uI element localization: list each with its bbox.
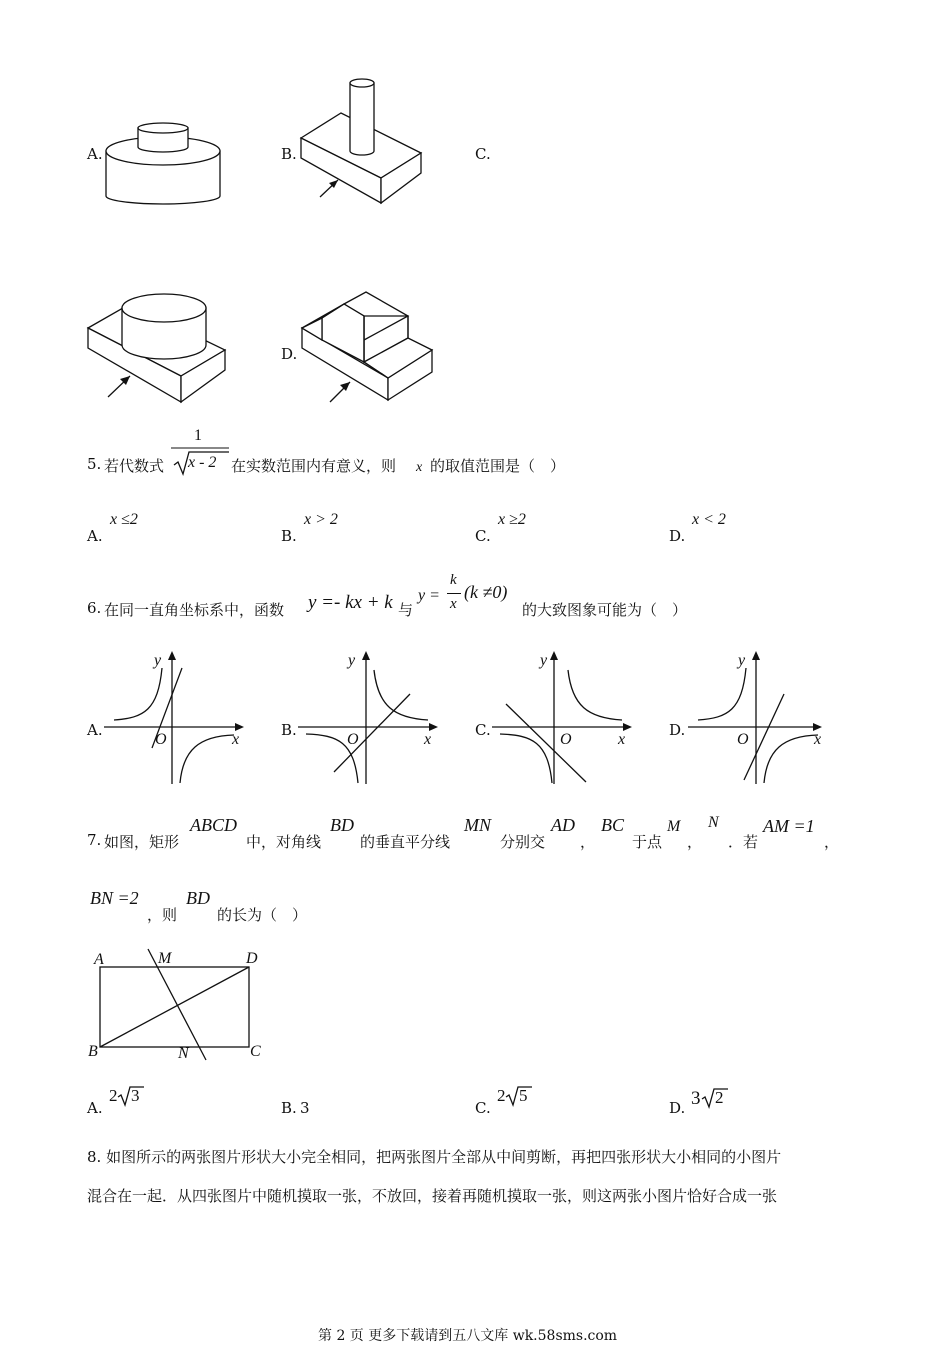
q6-option-d-label: D. [669,721,686,739]
q6-text-after: 的大致图象可能为（ ） [522,601,688,619]
q4-option-d-label: D. [281,345,298,363]
q7-am: AM =1 [763,816,815,836]
q6-c-axis-y: y [540,652,548,669]
q6-text-before: 在同一直角坐标系中，函数 [104,601,285,619]
q6-c-origin: O [560,731,572,748]
q7-text-7: ， [687,833,703,851]
q5-text-mid: 在实数范围内有意义，则 [231,457,397,475]
q8-line-1: 8. 如图所示的两张图片形状大小完全相同，把两张图片全部从中间剪断，再把四张形状大小相同的小图片 [87,1148,782,1166]
q6-text-mid: 与 [398,601,414,619]
q4-option-c-label: C. [475,145,491,163]
q6-d-origin: O [737,731,749,748]
q6-func2-lhs: y = [418,587,440,604]
q7-label-a: A [94,951,104,968]
q5-text-before: 若代数式 [104,457,165,475]
q6-graph-c [492,648,637,788]
q7-text-6: 于点 [632,833,663,851]
q6-b-origin: O [347,731,359,748]
q5-option-b-label: B. [281,527,297,545]
page-footer: 第 2 页 更多下载请到五八文库 wk.58sms.com [318,1328,618,1344]
q6-a-axis-x: x [232,731,240,748]
q4-option-b-label: B. [281,145,297,163]
q7-option-d-label: D. [669,1099,686,1117]
q4-option-a-label: A. [87,145,103,163]
q7-text-10: ，则 [147,906,178,924]
q6-func2-numerator: k [450,572,457,588]
q5-text-after: 的取值范围是（ ） [430,457,566,475]
q7-text-5: ， [580,833,596,851]
q7-label-n: N [178,1045,189,1062]
q6-option-a-label: A. [87,721,103,739]
q6-graph-a [104,648,249,788]
q6-number: 6. [87,599,102,617]
q6-func2-denominator: x [450,596,457,612]
q7-label-m: M [158,950,172,967]
q6-a-origin: O [155,731,167,748]
q7-rectangle-figure [86,946,276,1066]
q4-figure-d [298,288,438,408]
q7-text-11: 的长为（ ） [217,906,308,924]
q7-abcd: ABCD [190,815,237,835]
q7-text-8: ．若 [728,833,759,851]
q7-bd-2: BD [186,888,210,908]
q7-mn: MN [464,815,491,835]
q4-figure-a [100,118,230,208]
q5-option-d-label: D. [669,527,686,545]
q6-d-axis-y: y [738,652,746,669]
q4-figure-c [84,288,234,408]
q7-option-d-radicand: 2 [715,1088,724,1107]
q5-option-a-label: A. [87,527,103,545]
q7-text-4: 分别交 [500,833,546,851]
q7-label-b: B [88,1043,98,1060]
q5-option-c-label: C. [475,527,491,545]
q5-fraction-numerator: 1 [194,427,202,444]
q6-func1: y =- kx + k [308,592,393,613]
q7-bc: BC [601,815,625,835]
q6-b-axis-x: x [424,731,432,748]
q6-graph-b [298,648,443,788]
q6-c-axis-x: x [618,731,626,748]
q6-option-c-label: C. [475,721,491,739]
q5-option-a-expr: x ≤2 [110,511,138,528]
q5-var: x [416,460,423,475]
q7-ad: AD [551,815,575,835]
q7-option-b-value: 3 [300,1099,310,1117]
q6-b-axis-y: y [348,652,356,669]
q6-func2-condition: (k ≠0) [464,582,508,602]
q7-option-a-label: A. [87,1099,103,1117]
q7-bd: BD [330,815,354,835]
q5-option-d-expr: x < 2 [692,511,726,528]
q7-option-d-coef: 3 [691,1088,701,1109]
q7-option-c-label: C. [475,1099,491,1117]
q5-radicand: x - 2 [188,454,217,471]
q5-option-c-expr: x ≥2 [498,511,526,528]
q7-text-2: 中，对角线 [246,833,322,851]
q7-option-a-coef: 2 [109,1086,118,1105]
q6-graph-d [688,648,833,788]
q7-number: 7. [87,831,102,849]
q5-option-b-expr: x > 2 [304,511,338,528]
q6-option-b-label: B. [281,721,297,739]
q7-option-a-radicand: 3 [131,1086,140,1105]
q7-text-1: 如图，矩形 [104,833,180,851]
q4-figure-b [296,76,436,206]
q8-line-2: 混合在一起．从四张图片中随机摸取一张，不放回，接着再随机摸取一张，则这两张小图片恰好合成一张 [87,1187,778,1205]
q7-text-3: 的垂直平分线 [360,833,451,851]
q6-func2-fraction-bar [447,593,461,594]
q7-option-c-coef: 2 [497,1086,506,1105]
q5-number: 5. [87,455,102,473]
q7-label-c: C [250,1043,261,1060]
q7-option-b-label: B. [281,1099,297,1117]
q7-n: N [708,814,719,831]
q6-d-axis-x: x [814,731,822,748]
q6-a-axis-y: y [154,652,162,669]
q7-option-c-radicand: 5 [519,1086,528,1105]
q7-text-9: ， [824,833,840,851]
q7-m: M [667,818,681,835]
q7-label-d: D [246,950,258,967]
q7-bn: BN =2 [90,888,139,908]
